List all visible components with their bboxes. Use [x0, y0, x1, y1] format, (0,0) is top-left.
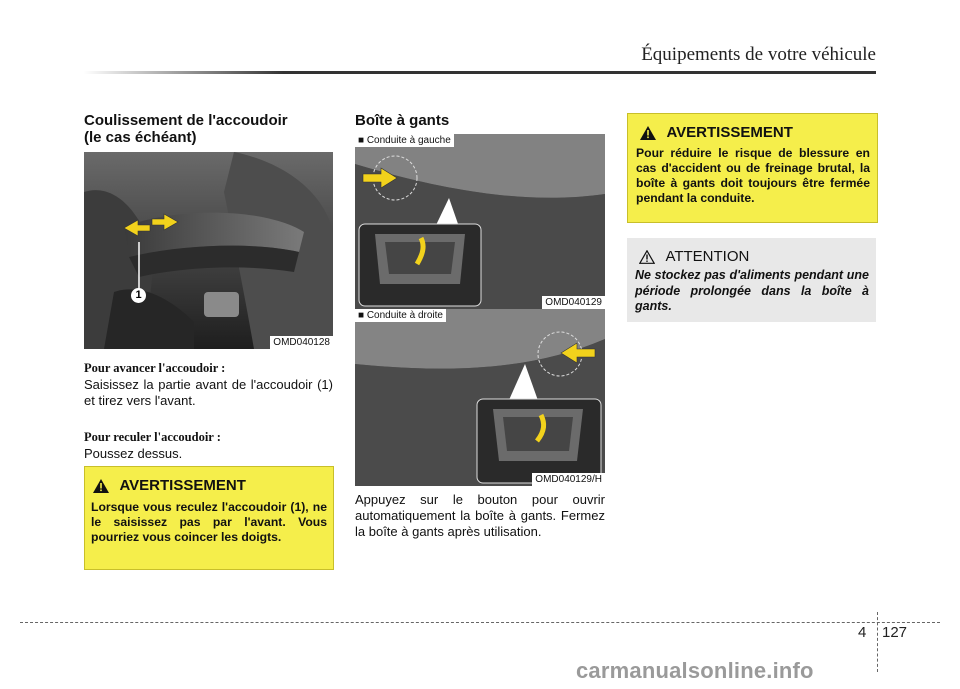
warning-icon: [93, 479, 109, 493]
lhd-label: ■ Conduite à gauche: [355, 134, 454, 147]
glovebox-instructions: Appuyez sur le bouton pour ouvrir automatiquement la boîte à gants. Fermez la boîte à gants après utilisation.: [355, 492, 605, 539]
page-number: 127: [882, 624, 908, 641]
glovebox-rhd-illustration: [355, 309, 605, 486]
attention-title: ATTENTION: [665, 248, 750, 265]
warning-text: Pour réduire le risque de blessure en cas d'accident ou de freinage brutal, la boîte à gants doit toujours être fermée pendant la conduite.: [636, 146, 870, 205]
glovebox-section-title: Boîte à gants: [355, 112, 450, 129]
warning-text: Lorsque vous reculez l'accoudoir (1), ne le saisissez pas par l'avant. Vous pourriez vous coincer les doigts.: [91, 500, 327, 544]
attention-text: Ne stockez pas d'aliments pendant une période prolongée dans la boîte à gants.: [635, 268, 869, 313]
rhd-photo-code: OMD040129/H: [532, 473, 605, 486]
chapter-number: 4: [858, 624, 867, 641]
forward-instructions: Saisissez la partie avant de l'accoudoir (1) et tirez vers l'avant.: [84, 377, 333, 408]
backward-subheading: Pour reculer l'accoudoir :: [84, 430, 221, 444]
callout-number-1: 1: [131, 288, 146, 303]
lhd-photo-code: OMD040129: [542, 296, 605, 309]
armrest-section-title: Coulissement de l'accoudoir (le cas échéant): [84, 112, 288, 146]
page-number-separator: [877, 612, 878, 672]
armrest-illustration: [84, 152, 333, 349]
photo-code: OMD040128: [270, 336, 333, 349]
rhd-label: ■ Conduite à droite: [355, 309, 446, 322]
warning-title: AVERTISSEMENT: [666, 124, 793, 141]
warning-icon: [640, 126, 656, 140]
page-header-title: Équipements de votre véhicule: [641, 44, 876, 65]
armrest-photo: [84, 152, 333, 349]
header-rule-fade: [84, 70, 284, 74]
forward-subheading: Pour avancer l'accoudoir :: [84, 361, 226, 375]
watermark: carmanualsonline.info: [576, 658, 814, 683]
glovebox-warning-box: [627, 113, 878, 223]
glovebox-photo-lhd: [355, 134, 605, 309]
glovebox-photo-rhd: [355, 309, 605, 486]
attention-box: [627, 238, 876, 322]
backward-instructions: Poussez dessus.: [84, 446, 183, 461]
warning-title: AVERTISSEMENT: [119, 477, 246, 494]
armrest-warning-box: [84, 466, 334, 570]
caution-icon: [639, 250, 655, 264]
footer-rule: [20, 622, 940, 623]
glovebox-lhd-illustration: [355, 134, 605, 309]
